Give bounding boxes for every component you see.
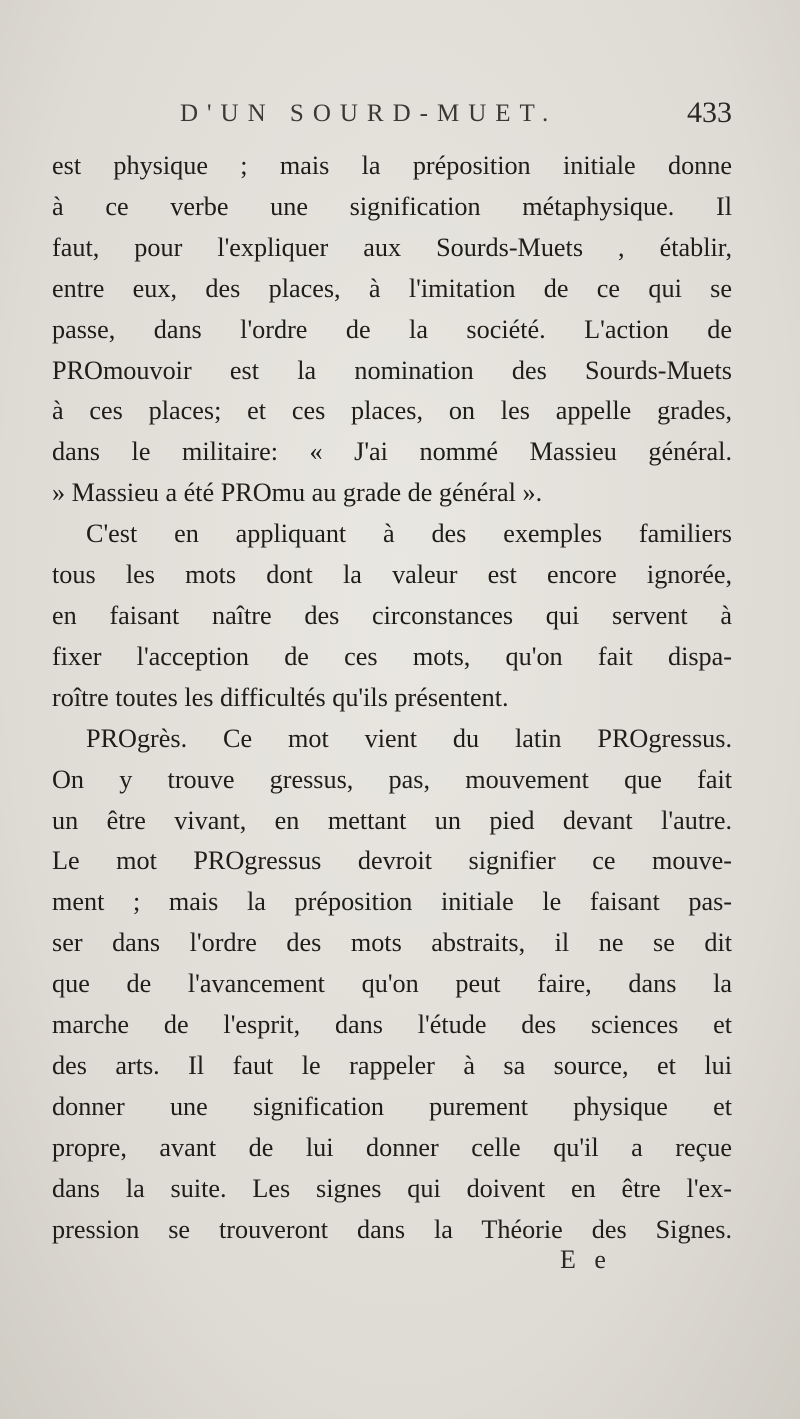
text-line: fixer l'acception de ces mots, qu'on fait dispa- <box>52 641 732 671</box>
text-line: est physique ; mais la préposition initiale donne <box>52 151 732 180</box>
text-line: » Massieu a été PROmu au grade de général ». <box>52 478 543 508</box>
paragraph-1 <box>52 146 732 514</box>
text-line: dans la suite. Les signes qui doivent en être l'ex- <box>52 1173 732 1203</box>
text-line: à ce verbe une signification métaphysique. Il <box>52 191 732 221</box>
text-line: On y trouve gressus, pas, mouvement que fait <box>52 764 732 794</box>
body-text <box>52 146 732 1250</box>
text-line: faut, pour l'expliquer aux Sourds-Muets , établir, <box>52 232 732 262</box>
text-line: à ces places; et ces places, on les appelle grades, <box>52 396 732 426</box>
text-line: C'est en appliquant à des exemples familiers <box>86 519 732 549</box>
text-line: tous les mots dont la valeur est encore ignorée, <box>52 560 732 590</box>
page-header <box>52 96 732 136</box>
text-line: ser dans l'ordre des mots abstraits, il ne se dit <box>52 928 732 958</box>
page-number: 433 <box>687 96 732 129</box>
text-line: entre eux, des places, à l'imitation de ce qui se <box>52 273 732 303</box>
text-line: un être vivant, en mettant un pied devant l'autre. <box>52 805 732 835</box>
signature-mark: E e <box>560 1245 612 1274</box>
text-line: propre, avant de lui donner celle qu'il a reçue <box>52 1132 732 1162</box>
text-line: Le mot PROgressus devroit signifier ce mouve- <box>52 846 732 876</box>
running-head: D'UN SOURD-MUET. <box>180 100 558 127</box>
paragraph-3 <box>52 719 732 1251</box>
text-line: dans le militaire: « J'ai nommé Massieu général. <box>52 437 732 467</box>
text-line: des arts. Il faut le rappeler à sa source, et lui <box>52 1050 732 1080</box>
text-line: marche de l'esprit, dans l'étude des sciences et <box>52 1010 732 1040</box>
text-line: roître toutes les difficultés qu'ils présentent. <box>52 682 509 712</box>
text-line: PROmouvoir est la nomination des Sourds-Muets <box>52 355 732 385</box>
text-line: donner une signification purement physique et <box>52 1091 732 1121</box>
text-line: en faisant naître des circonstances qui servent à <box>52 600 732 630</box>
text-line: pression se trouveront dans la Théorie des Signes. <box>52 1214 732 1244</box>
text-line: PROgrès. Ce mot vient du latin PROgressus. <box>86 723 732 753</box>
paragraph-2 <box>52 514 732 719</box>
text-line: passe, dans l'ordre de la société. L'action de <box>52 314 732 344</box>
text-line: ment ; mais la préposition initiale le faisant pas- <box>52 887 732 917</box>
text-line: que de l'avancement qu'on peut faire, dans la <box>52 969 732 999</box>
